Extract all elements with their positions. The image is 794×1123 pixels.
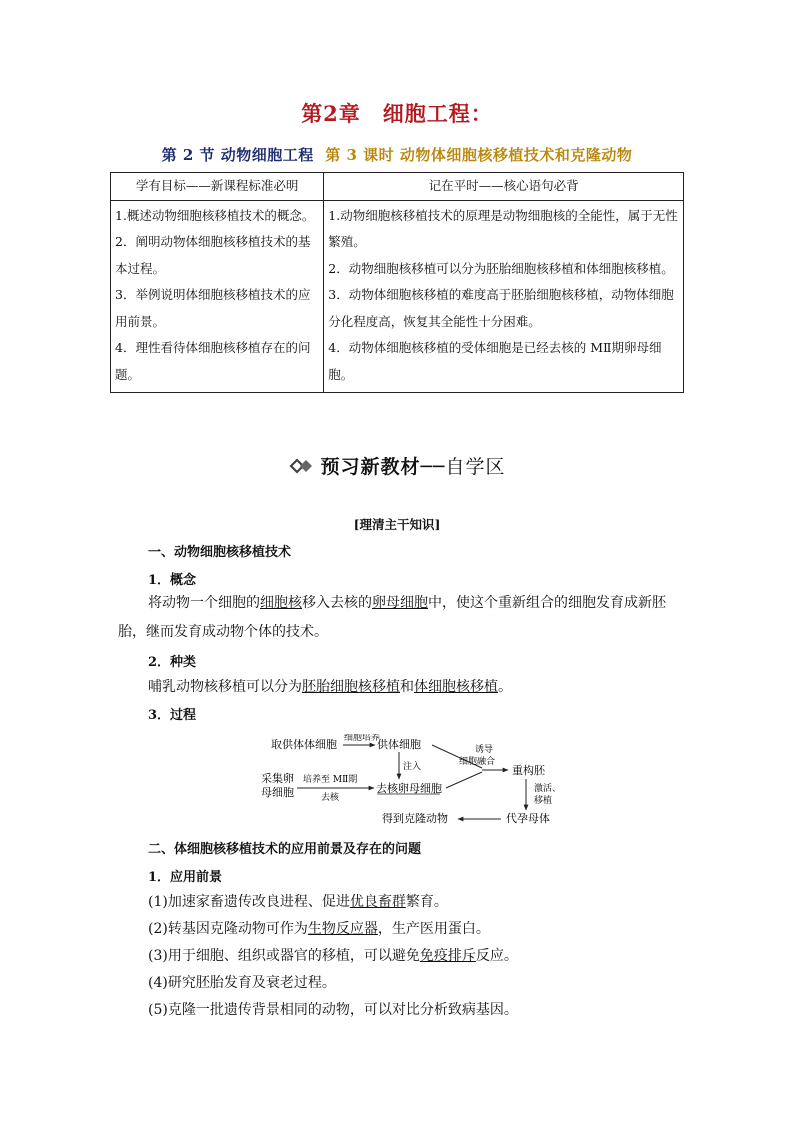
chapter-title: 第2章 细胞工程： [301, 101, 493, 126]
text-run: 哺乳动物核移植可以分为 [148, 679, 302, 695]
table-row [111, 200, 684, 393]
flow-collect-label: 母细胞 [261, 786, 294, 799]
flow-donor-label: 取供体体细胞 [271, 738, 337, 751]
text-run: (2)转基因克隆动物可作为 [148, 921, 308, 937]
preview-banner [0, 452, 794, 479]
table-header-goals: 学有目标——新课程标准必明 [111, 173, 324, 201]
application-item: (5)克隆一批遗传背景相同的动物，可以对比分析致病基因。 [148, 1002, 518, 1018]
application-item [148, 918, 490, 938]
underlined-term: 胚胎细胞核移植 [302, 679, 400, 695]
key-point-item: 4．动物体细胞核移植的受体细胞是已经去核的 MⅡ期卵母细胞。 [328, 340, 662, 382]
section-1-heading: 一、动物细胞核移植技术 [148, 545, 292, 560]
lesson-label: 第 3 课时 动物体细胞核移植技术和克隆动物 [325, 146, 633, 164]
goal-item: 4．理性看待体细胞核移植存在的问题。 [115, 340, 311, 382]
underlined-term: 卵母细胞 [372, 595, 428, 611]
flow-oocyte-label: 去核卵母细胞 [376, 782, 442, 795]
table-header-key-points: 记在平时——核心语句必背 [324, 173, 684, 201]
goals-cell [111, 200, 324, 393]
text-run: (1)加速家畜遗传改良进程、促进 [148, 894, 350, 910]
text-run: 中，使这个重新组合的细胞发育成新胚胎，继而发育成动物个体的技术。 [118, 595, 666, 640]
key-points-cell [324, 200, 684, 393]
flow-donor-cell-label: 供体细胞 [377, 738, 421, 751]
text-run: 。 [498, 679, 512, 695]
flow-induce-label: 诱导 [475, 745, 494, 755]
key-point-item: 1.动物细胞核移植技术的原理是动物细胞核的全能性，属于无性繁殖。 [328, 207, 678, 249]
underlined-term: 优良畜群 [349, 894, 406, 910]
goal-item: 2．阐明动物体细胞核移植技术的基本过程。 [115, 234, 311, 276]
flow-induce-label: 细胞融合 [459, 757, 496, 767]
flow-collect-label: 采集卵 [261, 772, 294, 785]
flow-surrogate-label: 代孕母体 [506, 812, 550, 825]
application-item [148, 891, 448, 911]
subhead: [理清主干知识] [353, 517, 441, 532]
types-paragraph [148, 676, 512, 696]
text-run: 和 [400, 679, 414, 695]
underlined-term: 免疫排斥 [419, 948, 476, 964]
application-item [148, 945, 518, 965]
text-run: 繁育。 [405, 894, 448, 910]
flow-activate-label: 激活、 [534, 784, 562, 794]
book-logo-icon [289, 457, 315, 475]
table-header-row [111, 173, 684, 201]
text-run: 反应。 [475, 948, 518, 964]
flow-embryo-label: 重构胚 [512, 764, 545, 777]
item-1-heading: 1．概念 [148, 573, 197, 588]
application-heading: 1．应用前景 [148, 870, 223, 885]
section-2-heading: 二、体细胞核移植技术的应用前景及存在的问题 [148, 842, 422, 857]
learning-goals-table [110, 172, 684, 393]
item-2-heading: 2．种类 [148, 655, 197, 670]
flow-mature-label: 培养至 MⅡ期 [303, 775, 358, 785]
text-run: 移入去核的 [302, 595, 372, 611]
text-run: 将动物一个细胞的 [148, 595, 260, 611]
goal-item: 3．举例说明体细胞核移植技术的应用前景。 [115, 287, 311, 329]
flow-arrow [446, 772, 482, 788]
goal-item: 1.概述动物细胞核移植技术的概念。 [115, 207, 315, 223]
flow-culture-label: 细胞培养 [344, 734, 381, 743]
banner-sub: ──自学区 [420, 456, 506, 478]
key-point-item: 3．动物体细胞核移植的难度高于胚胎细胞核移植，动物体细胞分化程度高，恢复其全能性十分困难。 [328, 287, 674, 329]
application-item: (4)研究胚胎发育及衰老过程。 [148, 975, 336, 991]
flow-activate-label: 移植 [534, 796, 553, 806]
flow-clone-label: 得到克隆动物 [382, 812, 448, 825]
underlined-term: 体细胞核移植 [414, 679, 498, 695]
banner-main: 预习新教材 [320, 456, 421, 478]
item-3-heading: 3．过程 [148, 708, 197, 723]
flow-enucleate-label: 去核 [321, 793, 340, 803]
section-title [0, 144, 794, 165]
nuclear-transfer-flowchart [250, 734, 590, 829]
key-point-item: 2．动物细胞核移植可以分为胚胎细胞核移植和体细胞核移植。 [328, 260, 674, 276]
text-run: ，生产医用蛋白。 [377, 921, 490, 937]
text-run: (3)用于细胞、组织或器官的移植，可以避免 [148, 948, 420, 964]
underlined-term: 细胞核 [260, 595, 302, 611]
underlined-term: 生物反应器 [307, 921, 378, 937]
flow-inject-label: 注入 [403, 762, 422, 772]
concept-paragraph [118, 589, 684, 647]
section-label: 第 2 节 动物细胞工程 [161, 146, 314, 164]
